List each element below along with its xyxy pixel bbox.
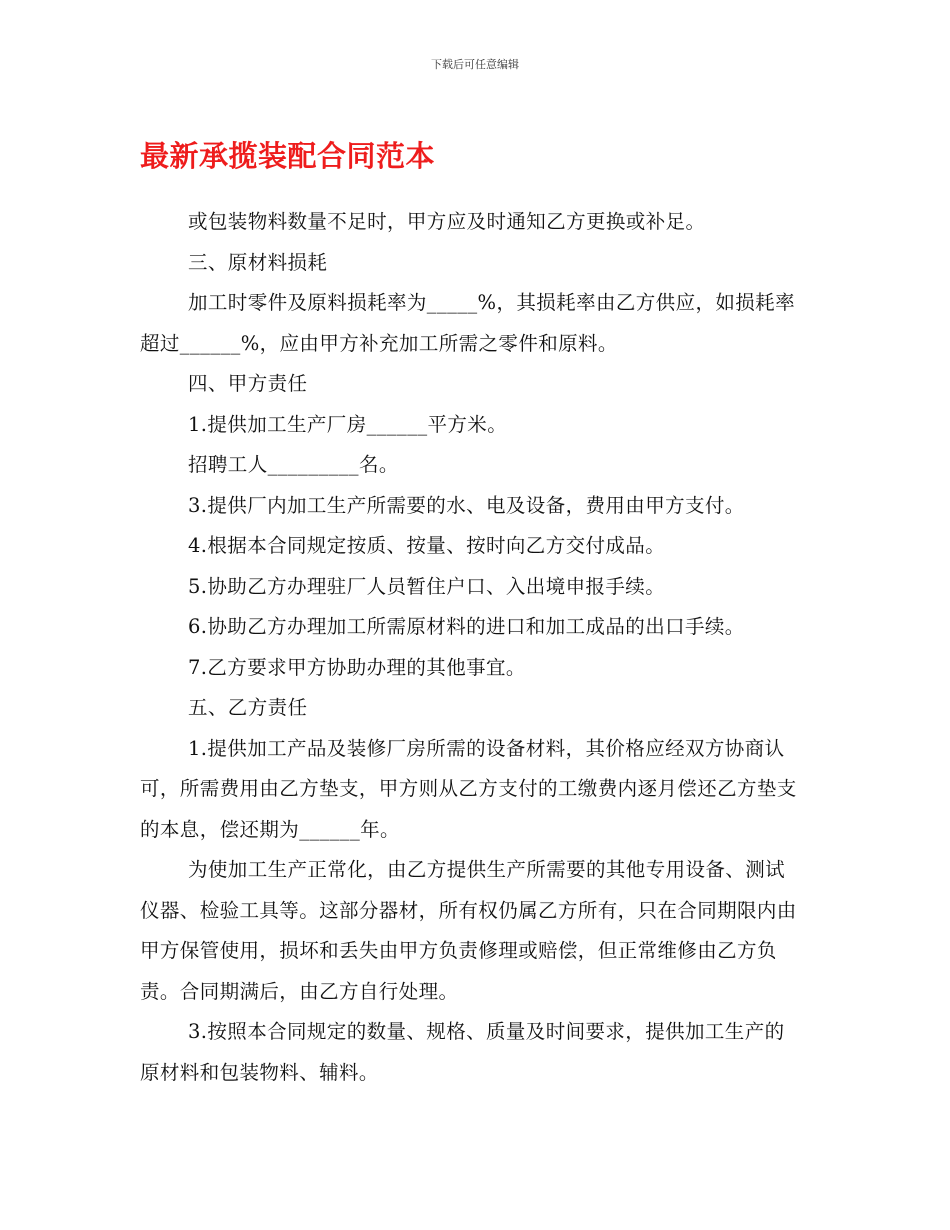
section-heading: 四、甲方责任 bbox=[188, 372, 308, 395]
paragraph: 加工时零件及原料损耗率为_____%，其损耗率由乙方供应，如损耗率超过______%，应由甲方补充加工所需之零件和原料。 bbox=[140, 291, 795, 355]
list-item: 5.协助乙方办理驻厂人员暂住户口、入出境申报手续。 bbox=[188, 574, 666, 598]
list-item: 3.按照本合同规定的数量、规格、质量及时间要求，提供加工生产的原材料和包装物料、辅料。 bbox=[140, 1020, 785, 1084]
document-title: 最新承揽装配合同范本 bbox=[140, 139, 436, 173]
list-item: 6.协助乙方办理加工所需原材料的进口和加工成品的出口手续。 bbox=[188, 615, 745, 638]
list-item: 4.根据本合同规定按质、按量、按时向乙方交付成品。 bbox=[188, 534, 666, 557]
header-note: 下载后可任意编辑 bbox=[431, 58, 519, 71]
paragraph: 或包装物料数量不足时，甲方应及时通知乙方更换或补足。 bbox=[188, 210, 706, 233]
section-heading: 五、乙方责任 bbox=[188, 696, 308, 719]
list-item: 招聘工人_________名。 bbox=[188, 453, 399, 476]
section-heading: 三、原材料损耗 bbox=[188, 250, 328, 274]
list-item: 3.提供厂内加工生产所需要的水、电及设备，费用由甲方支付。 bbox=[188, 493, 745, 517]
list-item: 1.提供加工产品及装修厂房所需的设备材料，其价格应经双方协商认可，所需费用由乙方垫支，甲方则从乙方支付的工缴费内逐月偿还乙方垫支的本息，偿还期为______年。 bbox=[140, 736, 797, 841]
paragraph: 为使加工生产正常化，由乙方提供生产所需要的其他专用设备、测试仪器、检验工具等。这部分器材，所有权仍属乙方所有，只在合同期限内由甲方保管使用，损坏和丢失由甲方负责修理或赔偿，但正常维修由乙方负责。合同期满后，由乙方自行处理。 bbox=[140, 858, 797, 1003]
list-item: 1.提供加工生产厂房______平方米。 bbox=[188, 412, 508, 436]
document-body bbox=[140, 202, 800, 1093]
list-item: 7.乙方要求甲方协助办理的其他事宜。 bbox=[188, 655, 526, 679]
